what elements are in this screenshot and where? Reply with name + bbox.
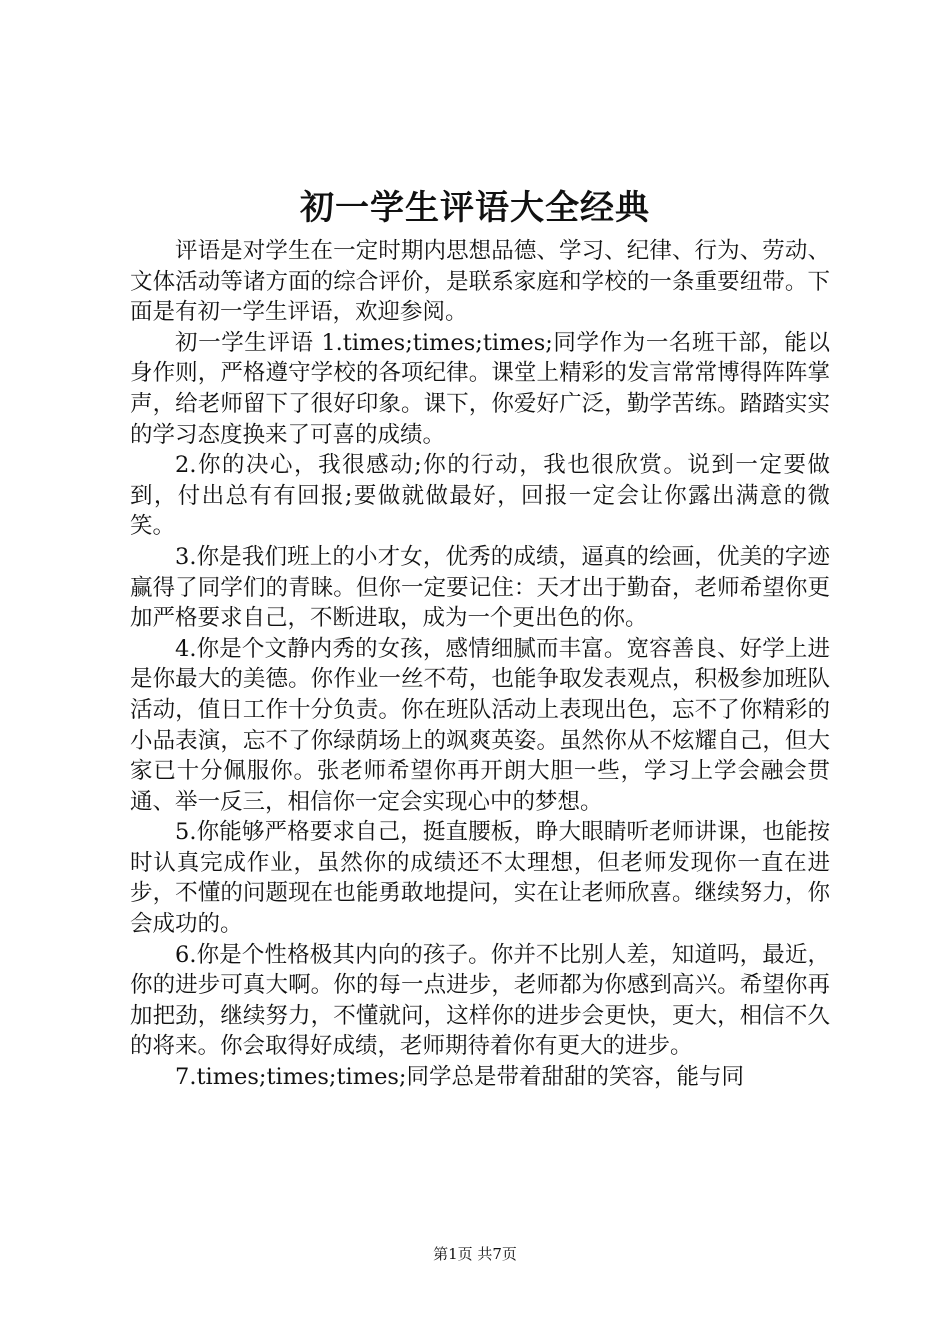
comment-paragraph-3: 3.你是我们班上的小才女，优秀的成绩，逼真的绘画，优美的字迹赢得了同学们的青睐。但你一定要记住：天才出于勤奋，老师希望你更加严格要求自己，不断进取，成为一个更出色的你。 (130, 543, 830, 632)
comment-paragraph-7: 7.times;times;times;同学总是带着甜甜的笑容，能与同 (175, 1064, 745, 1091)
document-body (130, 236, 830, 1093)
document-title: 初一学生评语大全经典 (300, 188, 650, 228)
page-number-footer: 第1页 共7页 (433, 1245, 517, 1263)
comment-paragraph-2: 2.你的决心，我很感动;你的行动，我也很欣赏。说到一定要做到，付出总有有回报;要做就做最好，回报一定会让你露出满意的微笑。 (130, 452, 830, 540)
intro-paragraph: 评语是对学生在一定时期内思想品德、学习、纪律、行为、劳动、文体活动等诸方面的综合评价，是联系家庭和学校的一条重要纽带。下面是有初一学生评语，欢迎参阅。 (130, 238, 830, 326)
comment-paragraph-5: 5.你能够严格要求自己，挺直腰板，睁大眼睛听老师讲课，也能按时认真完成作业，虽然你的成绩还不太理想，但老师发现你一直在进步，不懂的问题现在也能勇敢地提问，实在让老师欣喜。继续努力，你会成功的。 (130, 819, 830, 938)
comment-paragraph-6: 6.你是个性格极其内向的孩子。你并不比别人差，知道吗，最近，你的进步可真大啊。你的每一点进步，老师都为你感到高兴。希望你再加把劲，继续努力，不懂就问，这样你的进步会更快，更大，相信不久的将来。你会取得好成绩，老师期待着你有更大的进步。 (130, 941, 830, 1060)
comment-paragraph-4: 4.你是个文静内秀的女孩，感情细腻而丰富。宽容善良、好学上进是你最大的美德。你作业一丝不苟，也能争取发表观点，积极参加班队活动，值日工作十分负责。你在班队活动上表现出色，忘不了你精彩的小品表演，忘不了你绿荫场上的飒爽英姿。虽然你从不炫耀自己，但大家已十分佩服你。张老师希望你再开朗大胆一些，学习上学会融会贯通、举一反三，相信你一定会实现心中的梦想。 (130, 635, 830, 815)
comment-paragraph-1: 初一学生评语 1.times;times;times;同学作为一名班干部，能以身作则，严格遵守学校的各项纪律。课堂上精彩的发言常常博得阵阵掌声，给老师留下了很好印象。课下，你爱好广泛，勤学苦练。踏踏实实的学习态度换来了可喜的成绩。 (130, 329, 830, 448)
